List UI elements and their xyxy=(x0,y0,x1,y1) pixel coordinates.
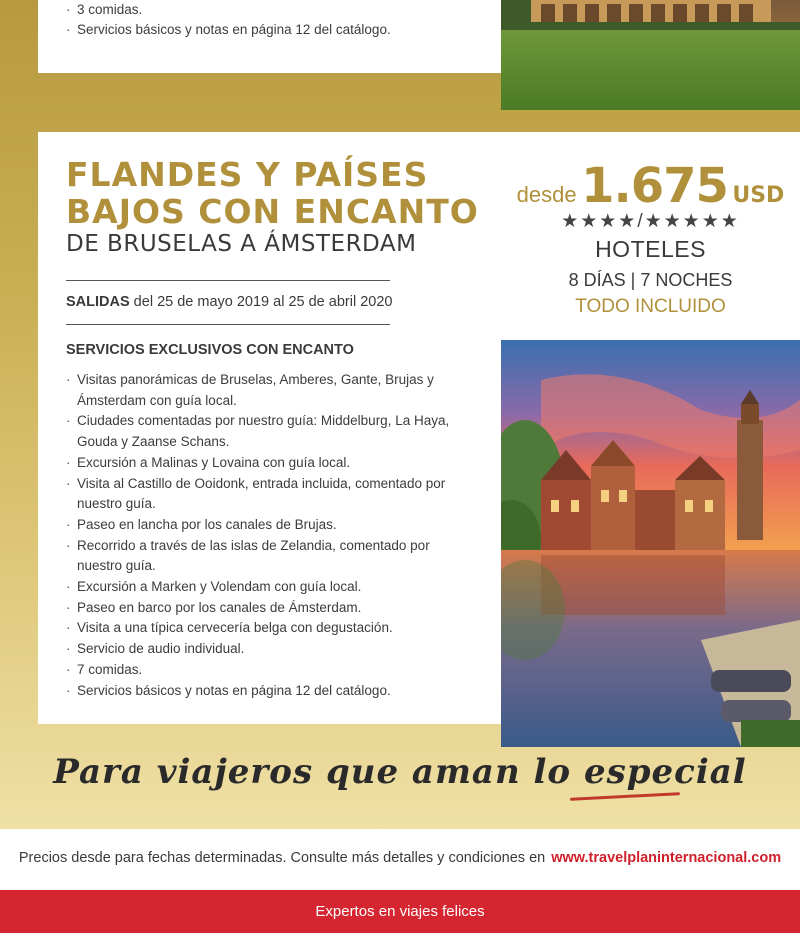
list-item: · 3 comidas. xyxy=(66,0,486,20)
list-item: · Servicio de audio individual. xyxy=(66,639,466,660)
list-item: · Servicios básicos y notas en página 12 del catálogo. xyxy=(66,681,466,702)
list-item: · 7 comidas. xyxy=(66,660,466,681)
tour-subtitle: DE BRUSELAS A ÁMSTERDAM xyxy=(66,231,417,257)
tour-card xyxy=(38,132,501,724)
list-item: · Servicios básicos y notas en página 12 del catálogo. xyxy=(66,20,486,40)
price-panel xyxy=(501,132,800,340)
price-amount: 1.675 xyxy=(581,158,728,214)
departures-text xyxy=(66,292,406,312)
bruges-canal-photo xyxy=(501,340,800,747)
list-item: · Visita a una típica cervecería belga con degustación. xyxy=(66,618,466,639)
price-currency: USD xyxy=(732,183,785,208)
colosseum-photo xyxy=(501,0,800,110)
list-item: · Ciudades comentadas por nuestro guía: Middelburg, La Haya, Gouda y Zaanse Schans. xyxy=(66,411,466,452)
list-item: · Visita al Castillo de Ooidonk, entrada incluida, comentado por nuestro guía. xyxy=(66,474,466,515)
list-item: · Visitas panorámicas de Bruselas, Amberes, Gante, Brujas y Ámsterdam con guía local. xyxy=(66,370,466,411)
departures-dates: del 25 de mayo 2019 al 25 de abril 2020 xyxy=(129,294,393,310)
slogan: Para viajeros que aman lo especial xyxy=(53,752,747,792)
price-line xyxy=(501,158,800,214)
list-item: · Excursión a Marken y Volendam con guía local. xyxy=(66,577,466,598)
list-item: · Paseo en barco por los canales de Ámsterdam. xyxy=(66,598,466,619)
website-link[interactable]: www.travelplaninternacional.com xyxy=(551,850,782,866)
list-item: · Recorrido a través de las islas de Zelandia, comentado por nuestro guía. xyxy=(66,536,466,577)
list-item: · Excursión a Malinas y Lovaina con guía local. xyxy=(66,453,466,474)
trip-duration: 8 DÍAS | 7 NOCHES xyxy=(568,270,733,290)
footer-bar xyxy=(0,890,800,933)
divider xyxy=(66,324,390,325)
previous-tour-card xyxy=(38,0,501,73)
tour-title-line2: BAJOS CON ENCANTO xyxy=(66,192,479,231)
services-list xyxy=(66,370,466,701)
disclaimer xyxy=(0,850,800,866)
divider xyxy=(66,280,390,281)
list-item: · Paseo en lancha por los canales de Brujas. xyxy=(66,515,466,536)
departures-label: SALIDAS xyxy=(66,294,130,310)
hotels-label: HOTELES xyxy=(595,236,706,262)
all-inclusive-label: TODO INCLUIDO xyxy=(575,296,726,317)
footer-tagline: Expertos en viajes felices xyxy=(315,903,485,920)
tour-title xyxy=(66,156,486,230)
tour-title-line1: FLANDES Y PAÍSES xyxy=(66,155,429,194)
previous-tour-services-list xyxy=(66,0,486,40)
hotel-stars: ★★★★/★★★★★ xyxy=(561,211,740,232)
disclaimer-text: Precios desde para fechas determinadas. Consulte más detalles y condiciones en xyxy=(18,850,546,866)
services-heading: SERVICIOS EXCLUSIVOS CON ENCANTO xyxy=(66,342,354,358)
price-from-label: desde xyxy=(516,182,577,207)
